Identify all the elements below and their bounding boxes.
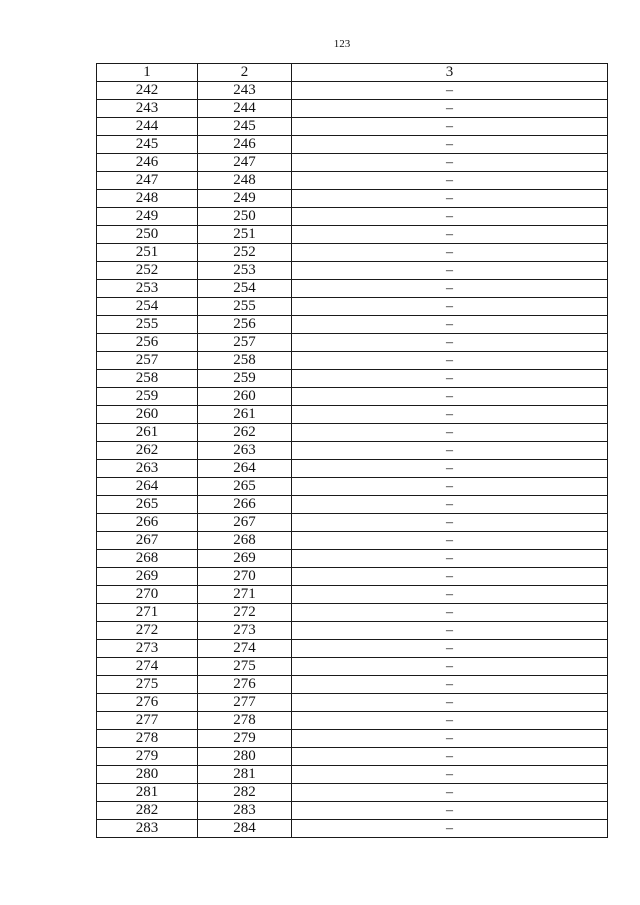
table-cell-col-1: 266 [97,514,198,532]
table-cell-col-1: 244 [97,118,198,136]
table-row [97,532,608,550]
table-row [97,568,608,586]
table-row [97,244,608,262]
table-cell-col-2: 258 [198,352,292,370]
table-cell-col-1: 242 [97,82,198,100]
table-row [97,136,608,154]
table-row [97,172,608,190]
table-cell-col-2: 268 [198,532,292,550]
table-row [97,154,608,172]
table-cell-col-1: 243 [97,100,198,118]
table-cell-col-2: 270 [198,568,292,586]
table-cell-col-2: 279 [198,730,292,748]
table-cell-col-1: 260 [97,406,198,424]
table-cell-col-2: 245 [198,118,292,136]
table-cell-col-1: 281 [97,784,198,802]
table-row [97,820,608,838]
table-cell-col-2: 281 [198,766,292,784]
table-cell-col-3: – [292,316,608,334]
table-cell-col-1: 261 [97,424,198,442]
table-cell-col-2: 269 [198,550,292,568]
table-row [97,442,608,460]
table-cell-col-3: – [292,532,608,550]
table-body [97,82,608,838]
table-cell-col-1: 251 [97,244,198,262]
table-cell-col-3: – [292,820,608,838]
table-cell-col-1: 249 [97,208,198,226]
table-cell-col-2: 280 [198,748,292,766]
table-cell-col-3: – [292,280,608,298]
table-cell-col-3: – [292,748,608,766]
table-cell-col-2: 256 [198,316,292,334]
table-cell-col-3: – [292,442,608,460]
table-cell-col-1: 258 [97,370,198,388]
table-cell-col-3: – [292,802,608,820]
table-cell-col-3: – [292,730,608,748]
table-cell-col-1: 256 [97,334,198,352]
table-row [97,424,608,442]
table-cell-col-2: 250 [198,208,292,226]
table-cell-col-1: 280 [97,766,198,784]
table-cell-col-1: 265 [97,496,198,514]
table-cell-col-3: – [292,334,608,352]
table-cell-col-2: 273 [198,622,292,640]
table-cell-col-3: – [292,694,608,712]
table-cell-col-2: 282 [198,784,292,802]
table-cell-col-3: – [292,460,608,478]
table-header-row [97,64,608,82]
table-cell-col-1: 278 [97,730,198,748]
table-cell-col-3: – [292,676,608,694]
table-row [97,478,608,496]
table-row [97,262,608,280]
table-cell-col-2: 248 [198,172,292,190]
table-row [97,406,608,424]
table-cell-col-1: 264 [97,478,198,496]
table-cell-col-3: – [292,550,608,568]
table-row [97,514,608,532]
table-cell-col-3: – [292,406,608,424]
table-row [97,496,608,514]
table-row [97,388,608,406]
column-header-2: 2 [198,64,292,82]
table-cell-col-1: 255 [97,316,198,334]
table-cell-col-1: 275 [97,676,198,694]
table-cell-col-2: 272 [198,604,292,622]
table-cell-col-3: – [292,424,608,442]
table-cell-col-2: 251 [198,226,292,244]
table-cell-col-3: – [292,370,608,388]
table-cell-col-2: 275 [198,658,292,676]
table-row [97,658,608,676]
table-cell-col-2: 244 [198,100,292,118]
table-row [97,748,608,766]
table-cell-col-1: 269 [97,568,198,586]
table-cell-col-3: – [292,298,608,316]
table-row [97,316,608,334]
table-cell-col-3: – [292,478,608,496]
table-cell-col-2: 284 [198,820,292,838]
table-cell-col-1: 277 [97,712,198,730]
table-cell-col-1: 250 [97,226,198,244]
table-cell-col-2: 267 [198,514,292,532]
table-cell-col-1: 252 [97,262,198,280]
table-cell-col-3: – [292,784,608,802]
table-cell-col-1: 273 [97,640,198,658]
table-row [97,766,608,784]
table-cell-col-2: 276 [198,676,292,694]
table-cell-col-3: – [292,118,608,136]
table-cell-col-2: 257 [198,334,292,352]
table-cell-col-2: 249 [198,190,292,208]
table-row [97,190,608,208]
table-cell-col-1: 272 [97,622,198,640]
table-cell-col-3: – [292,514,608,532]
table-row [97,550,608,568]
table-cell-col-2: 278 [198,712,292,730]
table-row [97,370,608,388]
table-cell-col-3: – [292,190,608,208]
table-cell-col-2: 260 [198,388,292,406]
table-cell-col-3: – [292,172,608,190]
table-row [97,352,608,370]
table-row [97,802,608,820]
table-row [97,712,608,730]
table-cell-col-1: 253 [97,280,198,298]
table-cell-col-2: 246 [198,136,292,154]
table-cell-col-3: – [292,658,608,676]
table-cell-col-1: 279 [97,748,198,766]
table-row [97,640,608,658]
table-row [97,100,608,118]
table-cell-col-1: 274 [97,658,198,676]
table-cell-col-2: 266 [198,496,292,514]
table-cell-col-2: 265 [198,478,292,496]
table-cell-col-1: 282 [97,802,198,820]
table-row [97,118,608,136]
page-number: 123 [333,38,351,50]
table-row [97,460,608,478]
table-row [97,334,608,352]
table-row [97,784,608,802]
table-cell-col-3: – [292,100,608,118]
table-cell-col-3: – [292,568,608,586]
table-cell-col-3: – [292,622,608,640]
table-cell-col-1: 254 [97,298,198,316]
table-row [97,82,608,100]
table-cell-col-2: 255 [198,298,292,316]
table-cell-col-1: 270 [97,586,198,604]
table-cell-col-2: 253 [198,262,292,280]
table-cell-col-1: 268 [97,550,198,568]
table-cell-col-1: 262 [97,442,198,460]
table-cell-col-3: – [292,208,608,226]
table-cell-col-3: – [292,154,608,172]
column-header-3: 3 [292,64,608,82]
table-cell-col-2: 277 [198,694,292,712]
table-cell-col-2: 271 [198,586,292,604]
table-cell-col-3: – [292,712,608,730]
table-row [97,586,608,604]
table-cell-col-2: 264 [198,460,292,478]
table-cell-col-1: 263 [97,460,198,478]
table-cell-col-2: 259 [198,370,292,388]
table-cell-col-2: 283 [198,802,292,820]
table-cell-col-1: 245 [97,136,198,154]
table-cell-col-1: 247 [97,172,198,190]
column-header-1: 1 [97,64,198,82]
table-row [97,280,608,298]
table-cell-col-3: – [292,262,608,280]
table-cell-col-2: 262 [198,424,292,442]
table-row [97,730,608,748]
table-cell-col-2: 261 [198,406,292,424]
table-row [97,694,608,712]
table-cell-col-1: 248 [97,190,198,208]
table-cell-col-1: 259 [97,388,198,406]
table-cell-col-2: 263 [198,442,292,460]
table-cell-col-1: 267 [97,532,198,550]
table-row [97,622,608,640]
table-cell-col-3: – [292,496,608,514]
table-cell-col-1: 276 [97,694,198,712]
table-row [97,604,608,622]
table-cell-col-1: 246 [97,154,198,172]
table-cell-col-3: – [292,586,608,604]
table-cell-col-3: – [292,82,608,100]
table-cell-col-3: – [292,766,608,784]
table-row [97,676,608,694]
table-row [97,208,608,226]
table-cell-col-1: 257 [97,352,198,370]
data-table [96,63,608,838]
table-cell-col-2: 247 [198,154,292,172]
table-cell-col-3: – [292,604,608,622]
table-cell-col-3: – [292,352,608,370]
table-cell-col-3: – [292,640,608,658]
table-cell-col-2: 254 [198,280,292,298]
table-cell-col-1: 283 [97,820,198,838]
table-cell-col-2: 252 [198,244,292,262]
table-cell-col-1: 271 [97,604,198,622]
table-cell-col-3: – [292,388,608,406]
table-row [97,298,608,316]
table-cell-col-3: – [292,226,608,244]
table-cell-col-3: – [292,244,608,262]
table-cell-col-2: 274 [198,640,292,658]
table-row [97,226,608,244]
table-cell-col-3: – [292,136,608,154]
table-cell-col-2: 243 [198,82,292,100]
